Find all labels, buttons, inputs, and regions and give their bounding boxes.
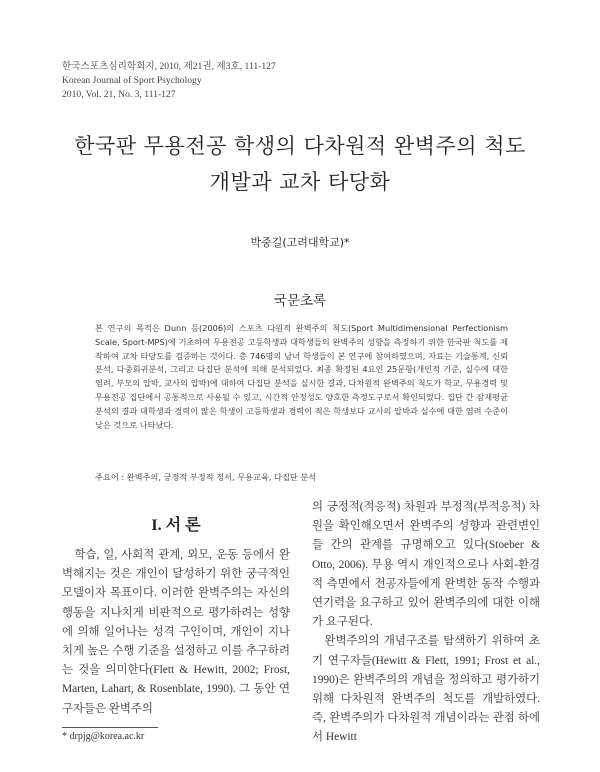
title-line-2: 개발과 교차 타당화: [209, 170, 391, 194]
keywords-line: 주요어 : 완벽주의, 긍정적 부정적 정서, 무용교육, 다집단 분석: [95, 472, 317, 482]
journal-volume-line: 2010, Vol. 21, No. 3, 111-127: [62, 89, 176, 100]
paragraph: 학습, 일, 사회적 관계, 외모, 운동 등에서 완벽해지는 것은 개인이 달성하기 위한 궁극적인 모델이자 목표이다. 이러한 완벽주의는 자신의 행동을 지나치게 비판적으로 평가하려는 성향에 의해 일어나는 성격 구인이며, 개인이 지나치게 높은 수행 기준을 설정하고 이를 추구하려는 것을 의미한다(Flett & Hewitt, 2002; Frost, Marten, Lahart, & Rosenblate, 1990). 그 동안 연구자들은 완벽주의: [62, 549, 290, 715]
paper-title: [0, 128, 600, 200]
paragraph: 완벽주의의 개념구조를 탐색하기 위하여 초기 연구자들(Hewitt & Flett, 1991; Frost et al., 1990)은 완벽주의의 개념을 정의하고 평가하기 위해 다차원적 완벽주의 척도를 개발하였다. 즉, 완벽주의가 다차원적 개념이라는 관점 하에서 Hewitt: [312, 635, 540, 744]
journal-line-korean: 한국스포츠심리학회지, 2010, 제21권, 제3호, 111-127: [62, 61, 276, 72]
abstract-heading: 국문초록: [273, 293, 327, 309]
footnote-divider: [62, 727, 158, 728]
paragraph: 의 긍정적(적응적) 차원과 부정적(부적응적) 차원을 확인해오면서 완벽주의 성향과 관련변인들 간의 관계를 규명해오고 있다(Stoeber & Otto, 2006). 무용 역시 개인적으로나 사회-환경적 측면에서 전공자들에게 완벽한 동작 수행과 연기력을 요구하고 있어 완벽주의에 대한 이해가 요구된다.: [312, 501, 540, 629]
section-heading-introduction: I. 서 론: [151, 517, 201, 534]
body-column-left: [62, 546, 290, 719]
journal-line-english: Korean Journal of Sport Psychology: [62, 75, 202, 86]
body-column-right: [312, 498, 540, 748]
abstract-body: 본 연구의 목적은 Dunn 등(2006)의 스포츠 다원적 완벽주의 척도(Sport Multidimensional Perfectionism Scale, Sport-MPS)에 기초하여 무용전공 고등학생과 대학생들의 완벽주의 성향을 측정하기 위한 한국판 척도를 제작하여 교차 타당도를 검증하는 것이다. 총 746명의 남녀 학생들이 본 연구에 참여하였으며, 자료는 기술통계, 신뢰분석, 다중회귀분석, 그리고 다집단 분석에 의해 분석되었다. 최종 확정된 4요인 25문항(개인적 기준, 실수에 대한 염려, 부모의 압박, 교사의 압박)에 대하여 다집단 분석을 실시한 결과, 다차원적 완벽주의 척도가 학교, 무용경력 및 무용전공 집단에서 공통적으로 사용될 수 있고, 시간적 안정성도 양호한 측정도구로서 확인되었다. 집단 간 잠재평균분석의 결과 대학생과 경력이 많은 학생이 고등학생과 경력이 적은 학생보다 교사의 압박과 실수에 대한 염려 수준이 낮은 것으로 나타났다.: [95, 323, 508, 430]
title-line-1: 한국판 무용전공 학생의 다차원적 완벽주의 척도: [74, 134, 526, 158]
journal-header: [62, 60, 276, 102]
author-line: 박중길(고려대학교)*: [250, 236, 350, 249]
footnote-email: * drpjg@korea.ac.kr: [62, 731, 145, 742]
